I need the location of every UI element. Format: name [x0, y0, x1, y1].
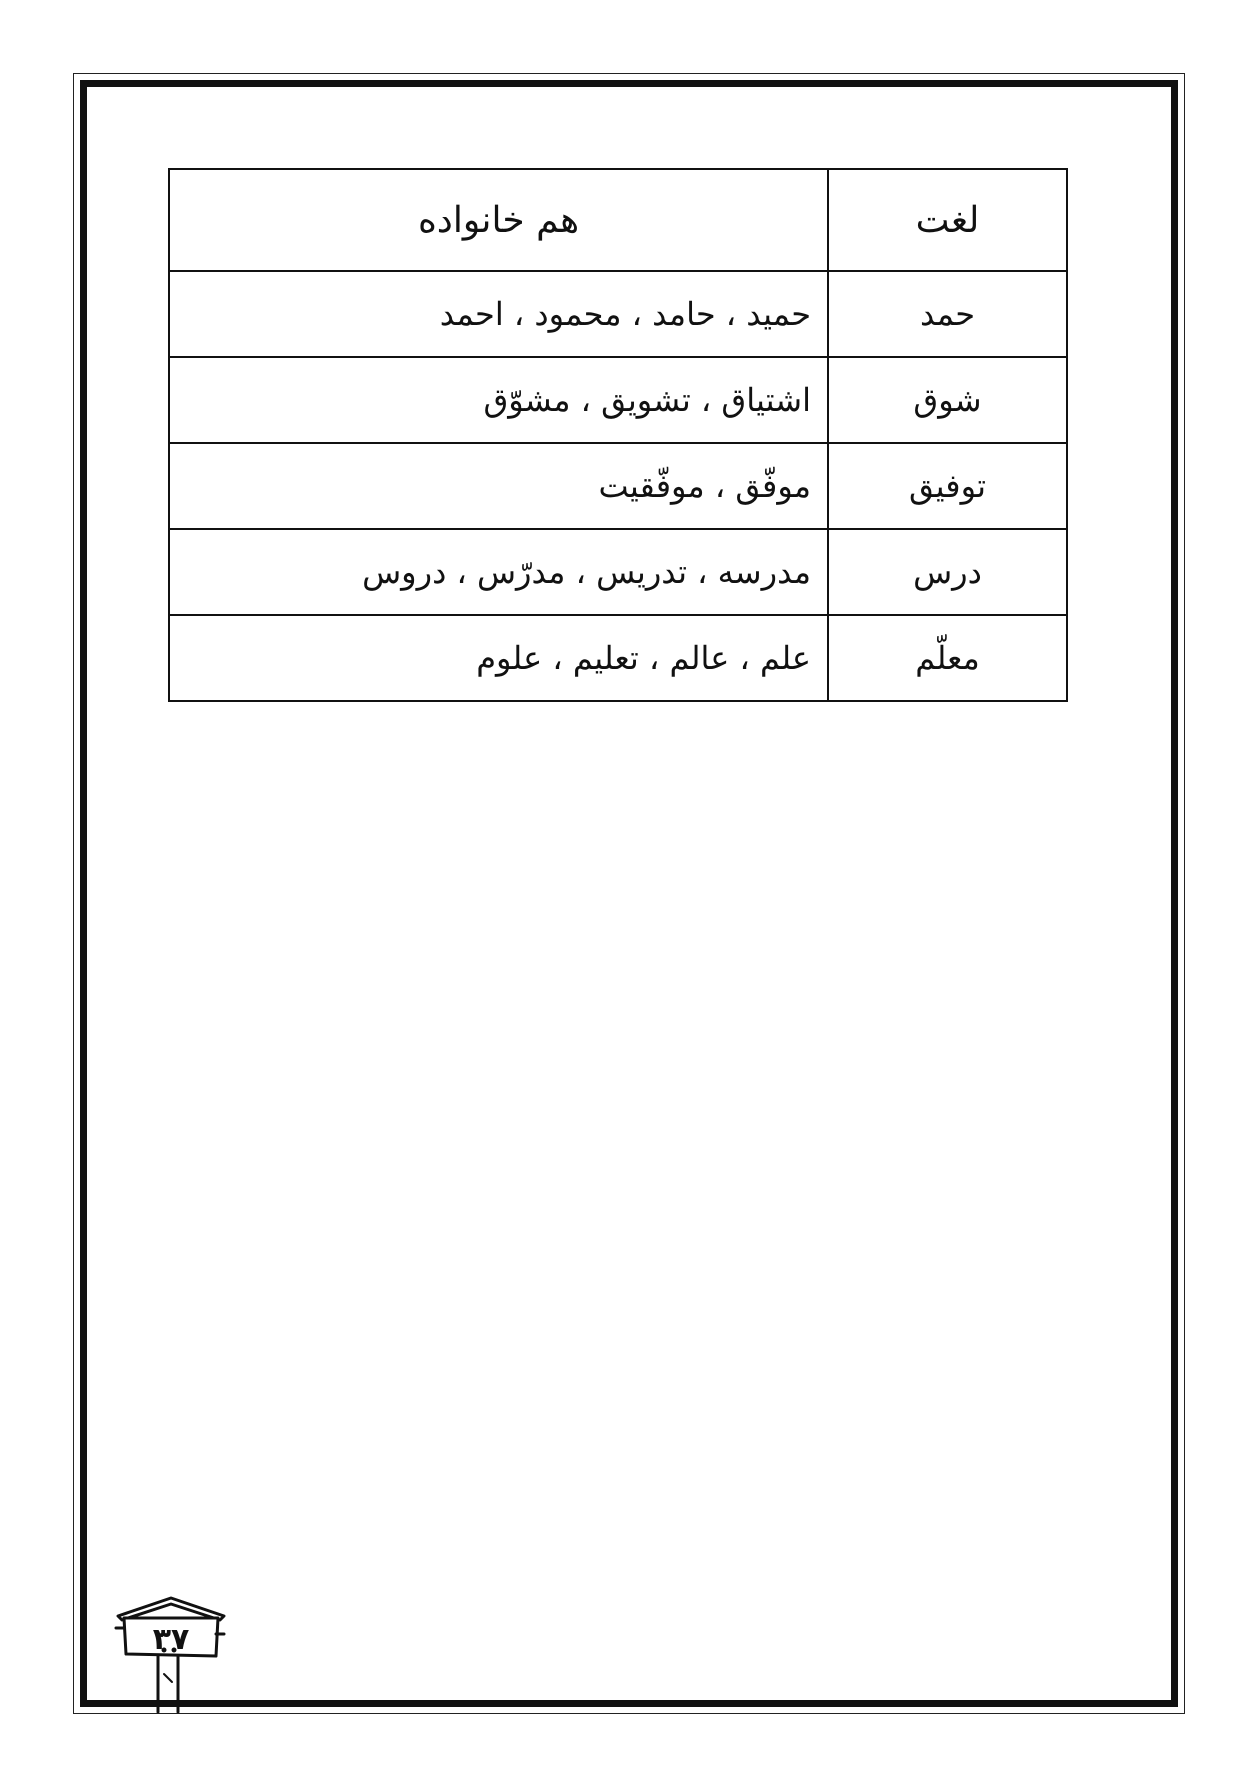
page-number-signpost [112, 1594, 230, 1714]
table-row [169, 529, 1067, 615]
table-row [169, 357, 1067, 443]
cell-family: موفّق ، موفّقیت [169, 443, 828, 529]
table-row [169, 443, 1067, 529]
cell-family: مدرسه ، تدریس ، مدرّس ، دروس [169, 529, 828, 615]
table-row [169, 615, 1067, 701]
table-header-row [169, 169, 1067, 271]
cell-word: حمد [828, 271, 1067, 357]
cell-family: حمید ، حامد ، محمود ، احمد [169, 271, 828, 357]
header-word: لغت [828, 169, 1067, 271]
page-number: ۳۷ [152, 1622, 190, 1657]
cell-family: علم ، عالم ، تعلیم ، علوم [169, 615, 828, 701]
cell-word: توفیق [828, 443, 1067, 529]
cell-word: معلّم [828, 615, 1067, 701]
cell-family: اشتیاق ، تشویق ، مشوّق [169, 357, 828, 443]
word-family-table [168, 168, 1068, 702]
table-row [169, 271, 1067, 357]
cell-word: درس [828, 529, 1067, 615]
cell-word: شوق [828, 357, 1067, 443]
header-family: هم خانواده [169, 169, 828, 271]
